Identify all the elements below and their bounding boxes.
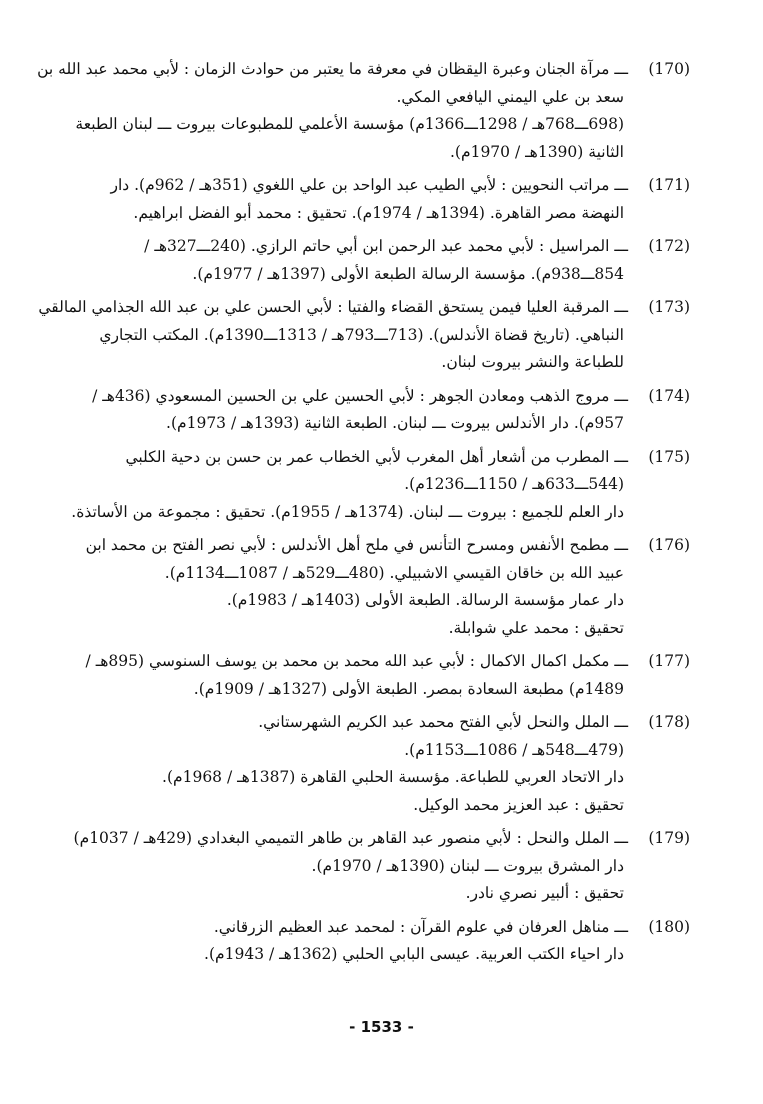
entry-number: (177): [648, 652, 690, 670]
entry-text: [37, 56, 628, 166]
entry-line: ـــ مروج الذهب ومعادن الجوهر : لأبي الحسين علي بن الحسين المسعودي (436هـ /: [92, 386, 628, 405]
bibliography-entry: [76, 383, 690, 438]
entry-line: الثانية (1390هـ / 1970م).: [450, 142, 624, 161]
bibliography-list: [37, 56, 690, 975]
bibliography-entry: [38, 294, 690, 377]
entry-line: تحقيق : عبد العزيز محمد الوكيل.: [413, 795, 624, 814]
entry-line: دار عمار مؤسسة الرسالة. الطبعة الأولى (1403هـ / 1983م).: [226, 591, 624, 609]
bibliography-entry: [76, 709, 690, 819]
entry-line: تحقيق : ألبير نصري نادر.: [465, 884, 624, 902]
entry-number: (171): [648, 176, 690, 194]
entry-line: دار الاتحاد العربي للطباعة. مؤسسة الحلبي القاهرة (1387هـ / 1968م).: [162, 768, 624, 786]
entry-line: ـــ مرآة الجنان وعبرة اليقظان في معرفة ما يعتبر من حوادث الزمان : لأبي محمد عبد الله بن: [37, 60, 628, 78]
bibliography-entry: [76, 172, 690, 227]
entry-line: ـــ مكمل اكمال الاكمال : لأبي عبد الله محمد بن محمد بن يوسف السنوسي (895هـ /: [85, 652, 628, 670]
entry-line: ـــ المراسيل : لأبي محمد عبد الرحمن ابن أبي حاتم الرازي. (240ـــ327هـ /: [144, 237, 628, 255]
entry-number: (176): [648, 536, 690, 554]
entry-line: (698ـــ768هـ / 1298ـــ1366م) مؤسسة الأعلمي للمطبوعات بيروت ـــ لبنان الطبعة: [75, 115, 624, 133]
bibliography-entry: [76, 914, 690, 969]
entry-line: سعد بن علي اليمني اليافعي المكي.: [396, 87, 624, 106]
entry-line: (479ـــ548هـ / 1086ـــ1153م).: [404, 740, 624, 759]
entry-number: (179): [648, 829, 690, 847]
entry-line: دار احياء الكتب العربية. عيسى البابي الحلبي (1362هـ / 1943م).: [204, 945, 624, 963]
entry-line: دار العلم للجميع : بيروت ـــ لبنان. (1374هـ / 1955م). تحقيق : مجموعة من الأساتذة.: [71, 502, 624, 521]
entry-number: (174): [648, 386, 690, 405]
bibliography-entry: [76, 648, 690, 703]
entry-line: 1489م) مطبعة السعادة بمصر. الطبعة الأولى (1327هـ / 1909م).: [193, 679, 624, 698]
entry-text: [76, 709, 628, 819]
entry-text: [73, 825, 628, 908]
entry-number: (178): [648, 713, 690, 731]
entry-line: ـــ مناهل العرفان في علوم القرآن : لمحمد عبد العظيم الزرقاني.: [213, 917, 628, 936]
entry-text: [76, 648, 628, 703]
entry-text: [76, 383, 628, 438]
entry-line: النهضة مصر القاهرة. (1394هـ / 1974م). تحقيق : محمد أبو الفضل ابراهيم.: [133, 203, 624, 222]
entry-line: ـــ مراتب النحويين : لأبي الطيب عبد الواحد بن علي اللغوي (351هـ / 962م). دار: [110, 176, 628, 194]
entry-line: ـــ الملل والنحل لأبي الفتح محمد عبد الكريم الشهرستاني.: [258, 713, 628, 731]
entry-line: ـــ المرقبة العليا فيمن يستحق القضاء والفتيا : لأبي الحسن علي بن عبد الله الجذامي المالقي: [38, 298, 628, 316]
entry-number: (175): [648, 447, 690, 466]
entry-text: [76, 172, 628, 227]
entry-text: [76, 914, 628, 969]
entry-text: [71, 444, 628, 527]
entry-number: (172): [648, 237, 690, 255]
entry-text: [76, 532, 628, 642]
entry-line: للطباعة والنشر بيروت لبنان.: [441, 353, 624, 371]
entry-line: 957م). دار الأندلس بيروت ـــ لبنان. الطبعة الثانية (1393هـ / 1973م).: [166, 414, 624, 432]
entry-line: ـــ مطمح الأنفس ومسرح التأنس في ملح أهل الأندلس : لأبي نصر الفتح بن محمد ابن: [85, 536, 628, 554]
bibliography-entry: [76, 233, 690, 288]
entry-text: [38, 294, 628, 377]
entry-line: 854ـــ938م). مؤسسة الرسالة الطبعة الأولى (1397هـ / 1977م).: [192, 264, 624, 283]
entry-line: (544ـــ633هـ / 1150ـــ1236م).: [404, 475, 624, 493]
entry-line: ـــ الملل والنحل : لأبي منصور عبد القاهر بن طاهر التميمي البغدادي (429هـ / 1037م): [73, 829, 628, 847]
bibliography-entry: [76, 532, 690, 642]
bibliography-entry: [71, 444, 690, 527]
page-number: - 1533 -: [349, 1018, 414, 1036]
entry-line: دار المشرق بيروت ـــ لبنان (1390هـ / 1970م).: [311, 856, 624, 875]
entry-line: النباهي. (تاريخ قضاة الأندلس). (713ـــ793هـ / 1313ـــ1390م). المكتب التجاري: [99, 325, 624, 344]
entry-text: [76, 233, 628, 288]
entry-number: (170): [648, 60, 690, 78]
entry-number: (180): [648, 917, 690, 936]
entry-line: تحقيق : محمد علي شوابلة.: [448, 618, 624, 637]
bibliography-entry: [73, 825, 690, 908]
entry-line: عبيد الله بن خاقان القيسي الاشبيلي. (480ـــ529هـ / 1087ـــ1134م).: [164, 563, 624, 582]
bibliography-entry: [37, 56, 690, 166]
entry-line: ـــ المطرب من أشعار أهل المغرب لأبي الخطاب عمر بن حسن بن دحية الكلبي: [125, 447, 628, 466]
entry-number: (173): [648, 298, 690, 316]
